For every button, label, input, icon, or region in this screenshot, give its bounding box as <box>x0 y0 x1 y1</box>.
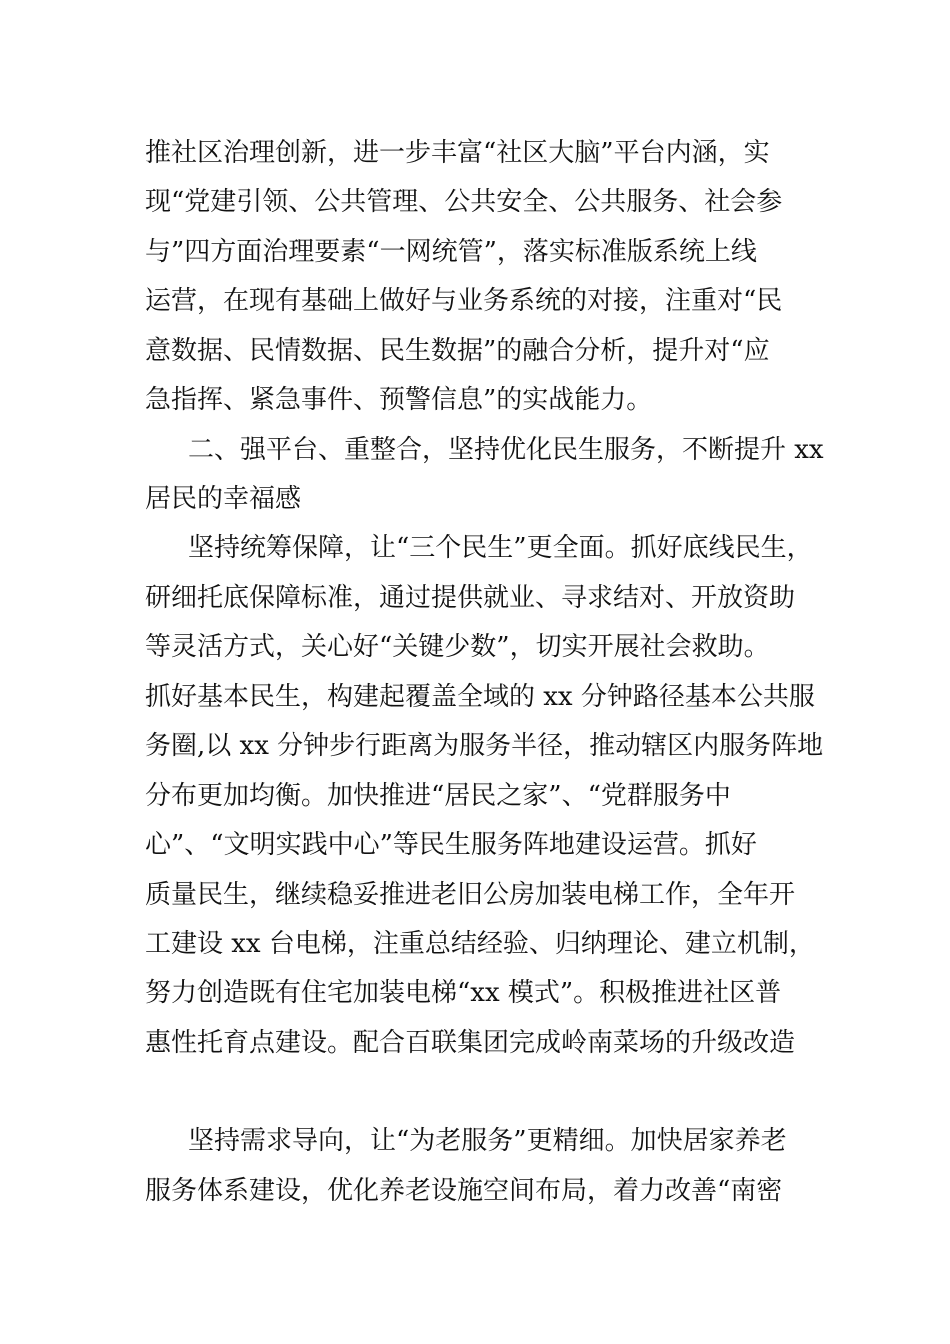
text-line: 现“党建引领、公共管理、公共安全、公共服务、社会参 <box>145 187 783 217</box>
text-line: 心”、“文明实践中心”等民生服务阵地建设运营。抓好 <box>145 830 757 860</box>
text-line: 服务体系建设，优化养老设施空间布局，着力改善“南密 <box>145 1176 783 1206</box>
text-line: 等灵活方式，关心好“关键少数”，切实开展社会救助。 <box>145 632 770 662</box>
text-line: 研细托底保障标准，通过提供就业、寻求结对、开放资助 <box>145 583 796 613</box>
paragraph-start-line: 坚持需求导向，让“为老服务”更精细。加快居家养老 <box>188 1126 787 1156</box>
section-heading: 二、强平台、重整合，坚持优化民生服务，不断提升 xx <box>188 435 824 465</box>
text-line: 惠性托育点建设。配合百联集团完成岭南菜场的升级改造 <box>145 1028 796 1058</box>
text-line: 意数据、民情数据、民生数据”的融合分析，提升对“应 <box>145 336 770 366</box>
text-line: 急指挥、紧急事件、预警信息”的实战能力。 <box>145 385 653 415</box>
text-line: 抓好基本民生，构建起覆盖全域的 xx 分钟路径基本公共服 <box>145 682 815 712</box>
text-line: 务圈,以 xx 分钟步行距离为服务半径，推动辖区内服务阵地 <box>145 731 824 761</box>
text-line: 努力创造既有住宅加装电梯“xx 模式”。积极推进社区普 <box>145 978 782 1008</box>
text-line: 推社区治理创新，进一步丰富“社区大脑”平台内涵，实 <box>145 138 770 168</box>
section-heading-continued: 居民的幸福感 <box>145 484 302 514</box>
text-line: 工建设 xx 台电梯，注重总结经验、归纳理论、建立机制， <box>145 929 815 959</box>
text-line: 质量民生，继续稳妥推进老旧公房加装电梯工作，全年开 <box>145 880 796 910</box>
text-line: 与”四方面治理要素“一网统管”，落实标准版系统上线 <box>145 237 757 267</box>
paragraph-start-line: 坚持统筹保障，让“三个民生”更全面。抓好底线民生， <box>188 533 813 563</box>
text-line: 运营，在现有基础上做好与业务系统的对接，注重对“民 <box>145 286 783 316</box>
text-line: 分布更加均衡。加快推进“居民之家”、“党群服务中 <box>145 781 731 811</box>
